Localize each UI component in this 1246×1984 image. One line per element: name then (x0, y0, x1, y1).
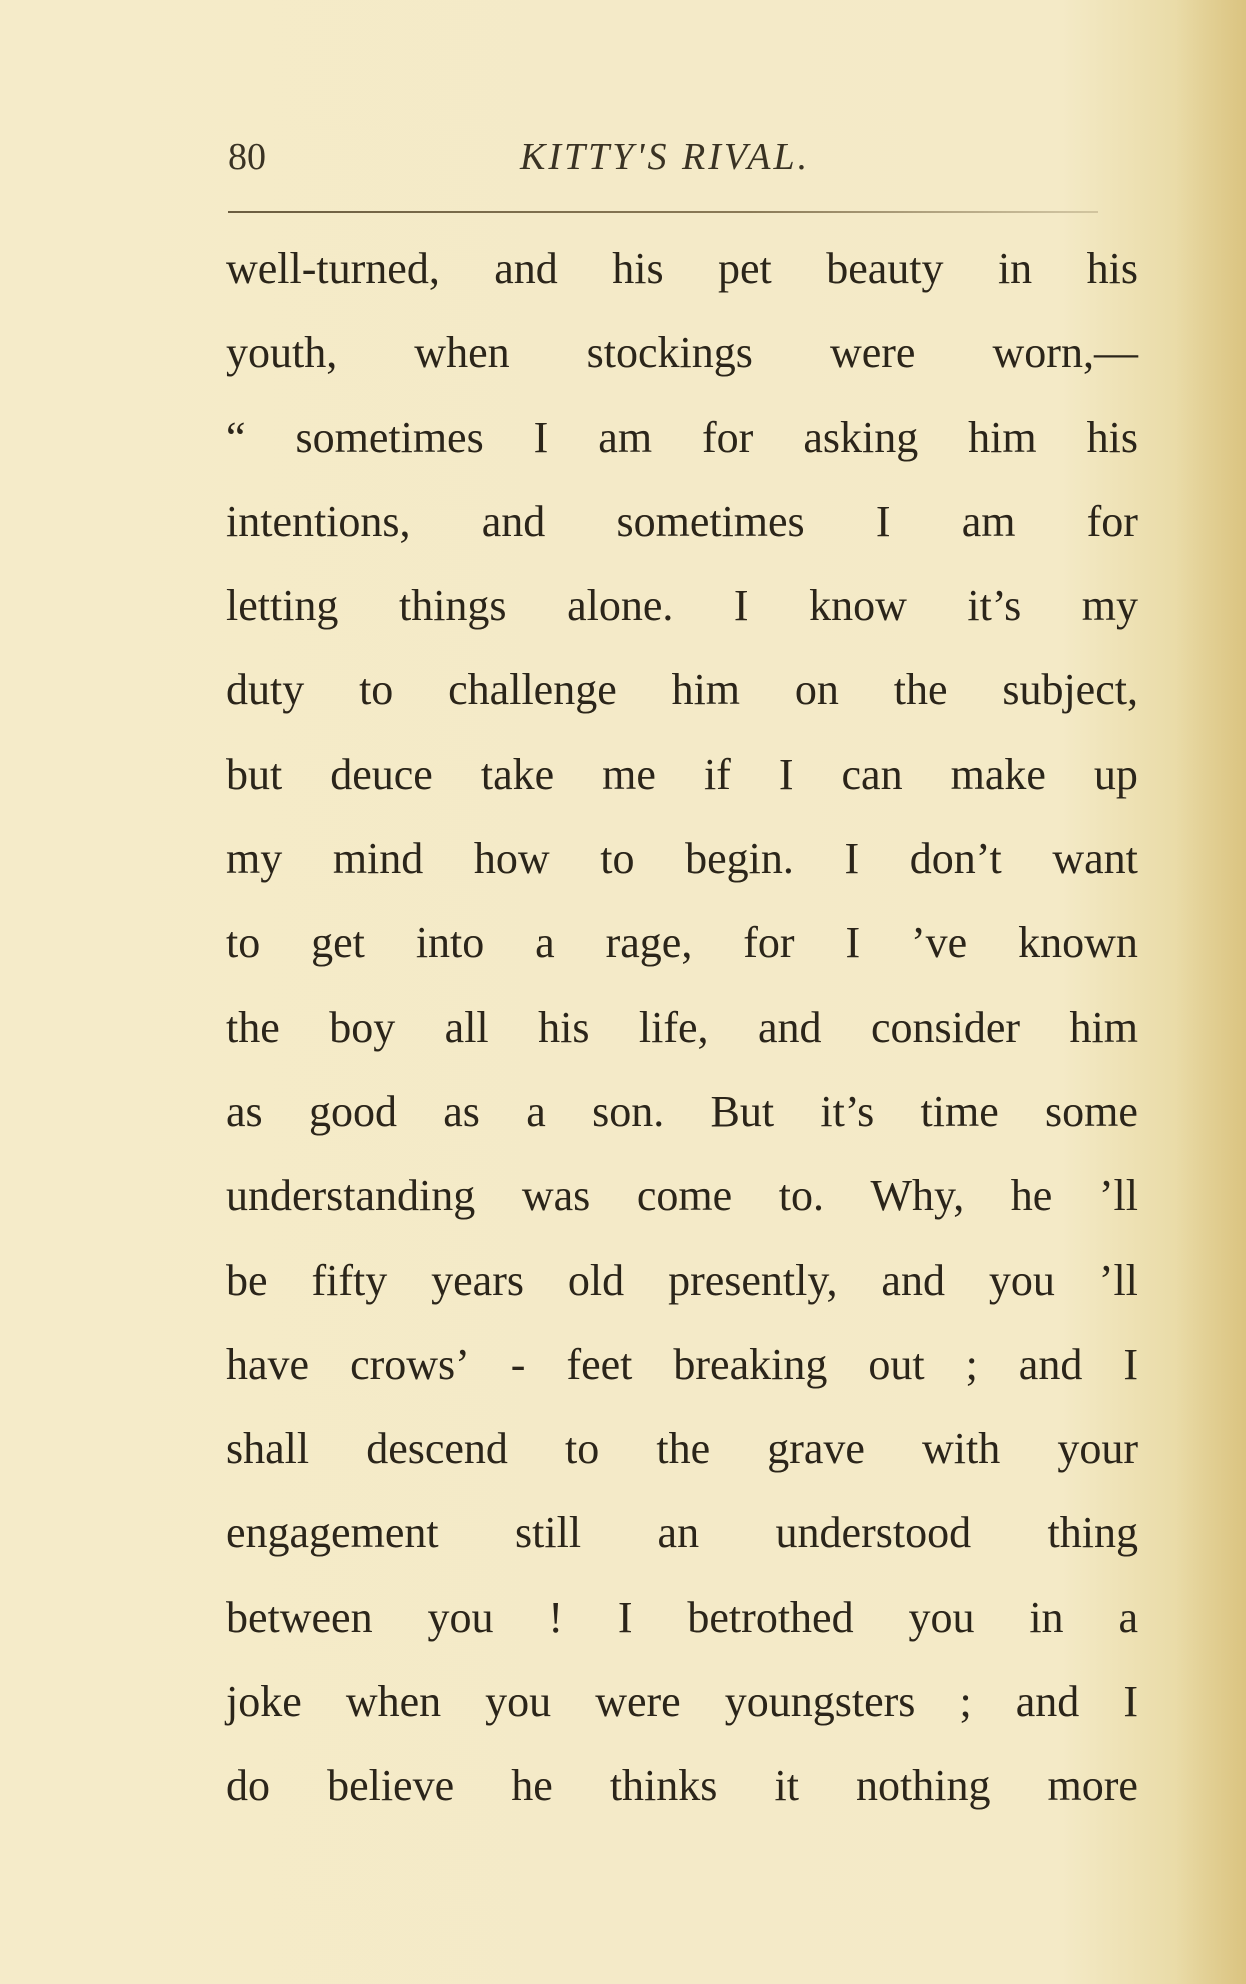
text-line (226, 1423, 1138, 1507)
word: as (226, 1086, 263, 1136)
word: sometimes (616, 496, 805, 546)
word: make (950, 749, 1046, 799)
word: ; (959, 1677, 972, 1727)
word: on (794, 665, 839, 715)
text-line (226, 496, 1138, 580)
word: and (481, 496, 546, 546)
word: be (226, 1255, 268, 1305)
word: understanding (226, 1171, 476, 1221)
word: descend (366, 1424, 508, 1474)
body-text (226, 243, 1138, 1845)
word: boy (329, 1002, 396, 1052)
word: years (431, 1255, 524, 1305)
word: you (988, 1255, 1055, 1305)
word: duty (226, 665, 305, 715)
word: I (778, 749, 794, 799)
word: consider (871, 1002, 1021, 1052)
word: were (595, 1677, 681, 1727)
word: am (598, 412, 653, 462)
word: get (311, 918, 365, 968)
word: beauty (826, 244, 944, 293)
word: a (526, 1086, 546, 1136)
word: him (968, 412, 1037, 462)
word: I (617, 1592, 633, 1642)
word: a (535, 918, 555, 968)
word: up (1093, 749, 1138, 799)
text-line (226, 749, 1138, 833)
word: letting (226, 581, 339, 631)
word: when (345, 1677, 442, 1727)
word: he (511, 1761, 553, 1811)
word: for (743, 918, 795, 968)
text-line (226, 1676, 1138, 1760)
word: - (510, 1339, 526, 1389)
word: to (565, 1424, 600, 1474)
word: ; (965, 1339, 978, 1389)
word: and (881, 1255, 945, 1305)
word: his (1086, 412, 1138, 462)
word: for (1086, 496, 1138, 546)
word: but (226, 749, 283, 799)
word: more (1047, 1761, 1138, 1811)
word: in (1029, 1592, 1064, 1642)
word: thing (1047, 1508, 1138, 1558)
word: come (636, 1171, 733, 1221)
word: when (414, 328, 510, 378)
word: don’t (909, 834, 1002, 884)
word: your (1057, 1424, 1138, 1474)
text-line (226, 1592, 1138, 1676)
word: grave (767, 1424, 865, 1474)
word: the (226, 1002, 280, 1052)
word: for (702, 412, 754, 462)
word: can (841, 749, 903, 799)
word: want (1052, 834, 1138, 884)
word: ’ve (911, 918, 968, 968)
text-line (226, 1170, 1138, 1254)
word: to (226, 918, 261, 968)
running-title: KITTY'S RIVAL. (520, 136, 811, 178)
word: know (809, 581, 907, 631)
word: alone. (567, 581, 674, 631)
word: time (920, 1086, 999, 1136)
word: old (567, 1255, 625, 1305)
word: how (473, 834, 550, 884)
word: I (845, 918, 861, 968)
text-line (226, 580, 1138, 664)
word: you (485, 1677, 552, 1727)
word: things (398, 581, 507, 631)
word: into (415, 918, 485, 968)
word: you (427, 1592, 494, 1642)
word: and (494, 244, 558, 293)
word: ’ll (1098, 1255, 1138, 1305)
word: But (710, 1086, 775, 1136)
word: do (226, 1761, 270, 1811)
text-line (226, 327, 1138, 411)
word: an (657, 1508, 700, 1558)
word: asking (803, 412, 919, 462)
word: between (226, 1592, 373, 1642)
word: and (1015, 1677, 1080, 1727)
word: believe (327, 1761, 455, 1811)
word: “ (226, 412, 246, 462)
word: challenge (448, 665, 617, 715)
word: the (893, 665, 948, 715)
word: were (829, 328, 916, 378)
text-line (226, 1086, 1138, 1170)
word: subject, (1002, 665, 1138, 715)
text-line (226, 1507, 1138, 1591)
word: joke (226, 1677, 302, 1727)
word: all (444, 1002, 489, 1052)
word: my (226, 834, 283, 884)
word: to (600, 834, 635, 884)
word: sometimes (295, 412, 484, 462)
word: youngsters (724, 1677, 916, 1727)
word: well-turned, (226, 244, 440, 293)
word: good (308, 1086, 397, 1136)
text-line (226, 917, 1138, 1001)
word: betrothed (687, 1592, 854, 1642)
word: it’s (820, 1086, 875, 1136)
word: a (1118, 1592, 1138, 1642)
text-line (226, 664, 1138, 748)
word: Why, (870, 1171, 965, 1221)
word: his (612, 244, 664, 293)
word: son. (592, 1086, 665, 1136)
word: intentions, (226, 496, 411, 546)
word: was (521, 1171, 591, 1221)
word: him (671, 665, 741, 715)
text-line (226, 243, 1138, 327)
word: breaking (673, 1339, 828, 1389)
word: I (1123, 1339, 1138, 1389)
word: as (443, 1086, 480, 1136)
word: you (908, 1592, 975, 1642)
word: pet (718, 244, 772, 293)
word: rage, (605, 918, 693, 968)
word: understood (775, 1508, 972, 1558)
word: still (515, 1508, 582, 1558)
word: nothing (856, 1761, 991, 1811)
word: am (961, 496, 1016, 546)
word: mind (332, 834, 424, 884)
word: out (868, 1339, 925, 1389)
word: some (1045, 1086, 1138, 1136)
word: I (875, 496, 891, 546)
header-rule (228, 211, 1098, 213)
page-header (228, 132, 1128, 182)
word: begin. (685, 834, 794, 884)
word: his (1086, 244, 1138, 293)
word: ’ll (1098, 1171, 1138, 1221)
word: feet (566, 1339, 633, 1389)
word: engagement (226, 1508, 439, 1558)
word: take (480, 749, 555, 799)
word: it (774, 1761, 799, 1811)
text-line (226, 412, 1138, 496)
word: fifty (311, 1255, 388, 1305)
word: crows’ (350, 1339, 470, 1389)
word: worn,— (992, 328, 1138, 378)
word: shall (226, 1424, 310, 1474)
word: and (758, 1002, 822, 1052)
word: he (1010, 1171, 1053, 1221)
word: life, (638, 1002, 709, 1052)
word: him (1069, 1002, 1138, 1052)
text-line (226, 1339, 1138, 1423)
text-line (226, 1255, 1138, 1339)
page-number: 80 (228, 136, 266, 178)
word: presently, (668, 1255, 838, 1305)
word: to (359, 665, 394, 715)
word: I (1123, 1677, 1138, 1727)
word: my (1081, 581, 1138, 631)
word: ! (548, 1592, 563, 1642)
word: and (1018, 1339, 1083, 1389)
word: his (538, 1002, 590, 1052)
text-line (226, 833, 1138, 917)
word: have (226, 1339, 310, 1389)
word: with (922, 1424, 1001, 1474)
word: I (533, 412, 549, 462)
word: stockings (586, 328, 753, 378)
word: I (844, 834, 860, 884)
text-line (226, 1760, 1138, 1844)
text-line (226, 1002, 1138, 1086)
word: thinks (609, 1761, 718, 1811)
word: in (997, 244, 1033, 293)
page-edge-shading (1176, 0, 1246, 1984)
word: if (703, 749, 731, 799)
word: to. (778, 1171, 824, 1221)
word: me (602, 749, 656, 799)
word: known (1018, 918, 1138, 968)
word: youth, (226, 328, 338, 378)
word: I (733, 581, 749, 631)
word: deuce (330, 749, 433, 799)
word: it’s (967, 581, 1022, 631)
word: the (656, 1424, 711, 1474)
